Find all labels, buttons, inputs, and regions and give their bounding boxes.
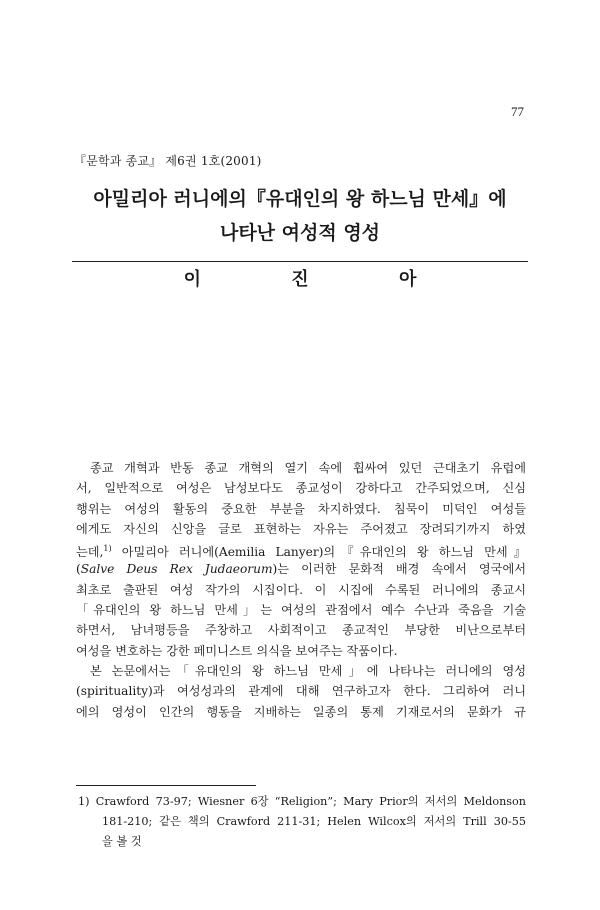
title-line-1: 아밀리아 러니에의『유대인의 왕 하느님 만세』에 xyxy=(93,188,507,210)
footnote-line: 181-210; 같은 책의 Crawford 211-31; Helen Wilcox의 저서의 Trill 30-55 xyxy=(102,815,526,828)
body-text xyxy=(76,458,526,722)
footnote-divider xyxy=(76,785,256,786)
footnote xyxy=(78,792,526,852)
journal-reference: 『문학과 종교』 제6권 1호(2001) xyxy=(74,154,262,168)
body-line: 최초로 출판된 여성 작가의 시집이다. 이 시집에 수록된 러니에의 종교시 xyxy=(76,582,526,597)
footnote-marker: 1) xyxy=(103,544,112,554)
body-line: 종교 개혁과 반동 종교 개혁의 열기 속에 휩싸여 있던 근대초기 유럽에 xyxy=(90,461,526,475)
body-line: 에의 영성이 인간의 행동을 지배하는 일종의 통제 기재로서의 문화가 규 xyxy=(76,704,526,719)
footnote-line: 을 볼 것 xyxy=(102,835,142,848)
page-number: 77 xyxy=(511,104,524,119)
body-line: 「유대인의 왕 하느님 만세」는 여성의 관점에서 예수 수난과 죽음을 기술 xyxy=(76,603,526,618)
author-name: 이 진 아 xyxy=(183,269,459,290)
paper-title xyxy=(0,182,600,250)
body-line: (Salve Deus Rex Judaeorum)는 이러한 문화적 배경 속에서 영국에서 xyxy=(76,562,526,577)
body-line: (spirituality)과 여성성과의 관계에 대해 연구하고자 한다. 그리하여 러니 xyxy=(76,684,526,699)
title-line-2: 나타난 여성적 영성 xyxy=(219,222,381,244)
title-divider xyxy=(72,261,528,262)
body-line: 에게도 자신의 신앙을 글로 표현하는 자유는 주어졌고 장려되기까지 하였 xyxy=(76,521,526,536)
body-line: 서, 일반적으로 여성은 남성보다도 종교성이 강하다고 간주되었으며, 신심 xyxy=(76,481,526,496)
body-line: 는데,$^{1)}$ 아밀리아 러니에(Aemilia Lanyer)의『유대인의 왕 하느님 만세』 xyxy=(76,544,526,560)
body-line: 본 논문에서는「유대인의 왕 하느님 만세」에 나타나는 러니에의 영성 xyxy=(90,663,526,678)
body-line: 행위는 여성의 활동의 중요한 부분을 차지하였다. 침묵이 미덕인 여성들 xyxy=(76,501,526,516)
body-line: 하면서, 남녀평등을 주창하고 사회적이고 종교적인 부당한 비난으로부터 xyxy=(76,623,526,638)
footnote-line: 1) Crawford 73-97; Wiesner 6장 “Religion”; Mary Prior의 저서의 Meldonson xyxy=(78,795,526,808)
body-line: 여성을 변호하는 강한 페미니스트 의식을 보여주는 작품이다. xyxy=(76,643,398,658)
latin-title: Salve Deus Rex Judaeorum xyxy=(80,562,273,577)
